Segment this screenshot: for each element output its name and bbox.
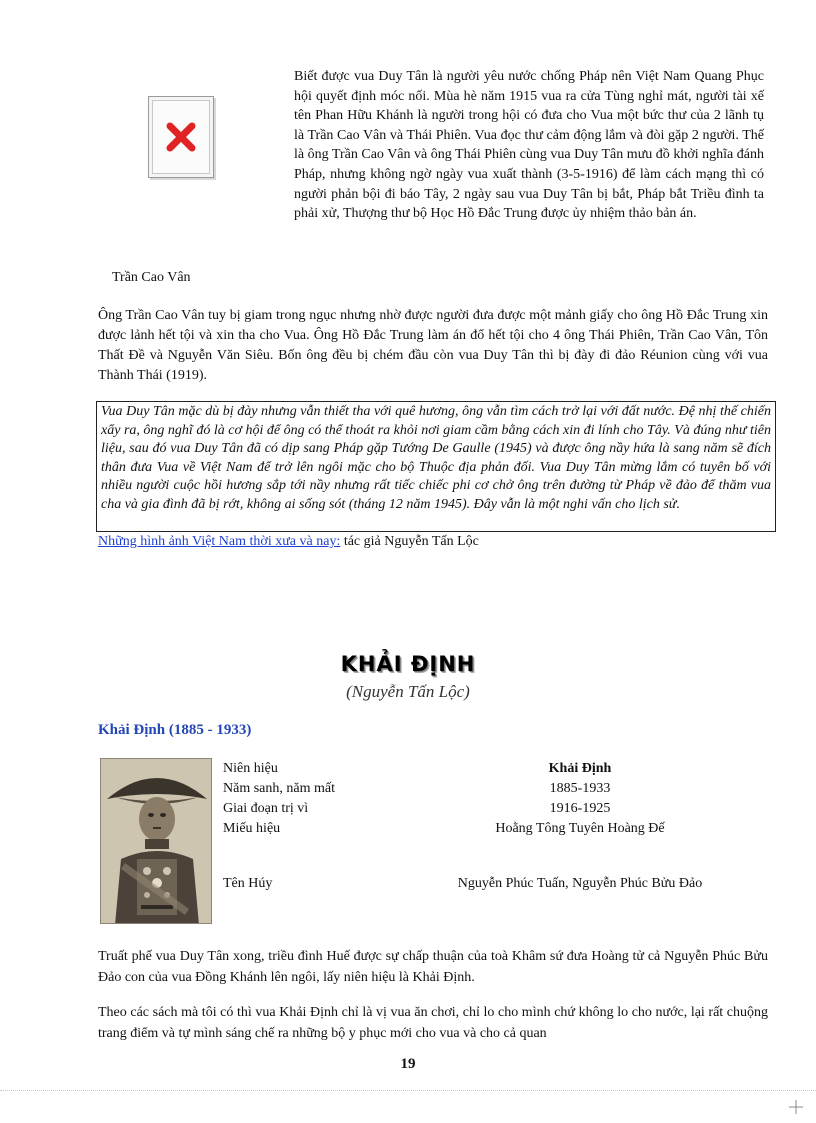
- info-value-nam-sanh: 1885-1933: [549, 781, 611, 796]
- source-line: [98, 534, 479, 550]
- emperor-portrait: [100, 758, 212, 924]
- info-label-giai-doan: Giai đoạn trị vì: [223, 801, 309, 816]
- chapter-author: (Nguyễn Tấn Lộc): [346, 682, 470, 701]
- boxed-note: Vua Duy Tân mặc dù bị đày nhưng vẫn thiết tha với quê hương, ông vẫn tìm cách trở lại với đất nước. Đệ nhị thế chiến xẩy ra, ông nghĩ đó là cơ hội để ông có thể thoát ra khỏi nơi giam cầm bằng cách xin đi lính cho Tây. Và đúng như tiên liệu, sau đó vua Duy Tân đã có dịp sang Pháp gặp Tướng De Gaulle (1945) và được ông nầy hứa là sang năm sẽ đích thân đưa Vua về Việt Nam để trở lên ngôi mặc cho bộ Thuộc địa phản đối. Vua Duy Tân mừng lắm có tuyên bố với nhiều người cuộc hồi hương sắp tới nầy nhưng rất tiếc chiếc phi cơ chở ông trên đường từ Pháp về đảo để thăm vua cha và gia đình đã bị rớt, không ai sống sót (tháng 12 năm 1945). Đây vẫn là một nghi vấn cho lịch sử.: [96, 401, 776, 532]
- footer-divider: [0, 1090, 816, 1091]
- after-paragraph: Truất phế vua Duy Tân xong, triều đình Huế được sự chấp thuận của toà Khâm sứ đưa Hoàng tử cả Nguyễn Phúc Bửu Đảo con của vua Đồng Khánh lên ngôi, lấy niên hiệu là Khải Định.: [98, 949, 768, 985]
- info-value-ten-huy: Nguyễn Phúc Tuấn, Nguyễn Phúc Bửu Đảo: [457, 876, 703, 891]
- info-value-mieu-hieu: Hoằng Tông Tuyên Hoàng Đế: [495, 821, 665, 836]
- broken-image-icon: [164, 120, 198, 154]
- page-number: 19: [400, 1056, 416, 1072]
- broken-image-frame: [152, 100, 210, 174]
- source-author: tác giả Nguyễn Tấn Lộc: [340, 534, 479, 549]
- info-value-nien-hieu: Khải Định: [548, 761, 612, 776]
- info-label-nien-hieu: Niên hiệu: [223, 761, 278, 776]
- release-paragraph: Ông Trần Cao Vân tuy bị giam trong ngục nhưng nhờ được người đưa được một mảnh giấy cho ông Hồ Đắc Trung xin được lảnh hết tội và xin tha cho Vua. Ông Hồ Đắc Trung làm án đổ hết tội cho 4 ông Thái Phiên, Trần Cao Vân, Tôn Thất Đề và Nguyễn Văn Siêu. Bốn ông đều bị chém đầu còn vua Duy Tân thì bị đày đi đảo Réunion cùng với vua Thành Thái (1919).: [98, 308, 768, 383]
- info-label-mieu-hieu: Miếu hiệu: [223, 821, 281, 836]
- intro-paragraph: Biết được vua Duy Tân là người yêu nước chống Pháp nên Việt Nam Quang Phục hội quyết định móc nối. Mùa hè năm 1915 vua ra cửa Tùng nghỉ mát, người tài xế tên Phan Hữu Khánh là người trong hội có đưa cho Vua một bức thư của 2 lãnh tụ là Trần Cao Vân và Thái Phiên. Vua đọc thư cảm động lắm và đòi gặp 2 người. Thế là ông Trần Cao Vân và ông Thái Phiên cùng vua Duy Tân mưu đồ khởi nghĩa đánh Pháp, nhưng không ngờ ngày vua xuất thành (3-5-1916) để làm cách mạng thì có người phản bội đi báo Tây, 2 ngày sau vua Duy Tân bị bắt, Pháp bắt Triều đình ta phải xử, Thượng thư bộ Học Hồ Đắc Trung được ủy nhiệm thảo bản án.: [294, 69, 764, 222]
- broken-image-placeholder: [148, 96, 214, 178]
- sources-paragraph: Theo các sách mà tôi có thì vua Khải Định chỉ là vị vua ăn chơi, chỉ lo cho mình chứ không lo cho nước, lại rất chuộng trang điểm và tự mình sáng chế ra những bộ y phục mới cho vua và cho cả quan: [98, 1005, 768, 1041]
- info-label-nam-sanh: Năm sanh, năm mất: [223, 781, 335, 796]
- source-link[interactable]: Những hình ảnh Việt Nam thời xưa và nay:: [98, 534, 341, 549]
- section-heading: Khải Định (1885 - 1933): [98, 722, 252, 738]
- corner-cross-icon: [789, 1100, 803, 1114]
- image-caption: Trần Cao Vân: [112, 270, 191, 285]
- info-value-giai-doan: 1916-1925: [549, 801, 611, 816]
- info-label-ten-huy: Tên Húy: [223, 876, 273, 891]
- chapter-title: KHẢI ĐỊNH: [340, 652, 476, 676]
- portrait-image: [101, 759, 212, 924]
